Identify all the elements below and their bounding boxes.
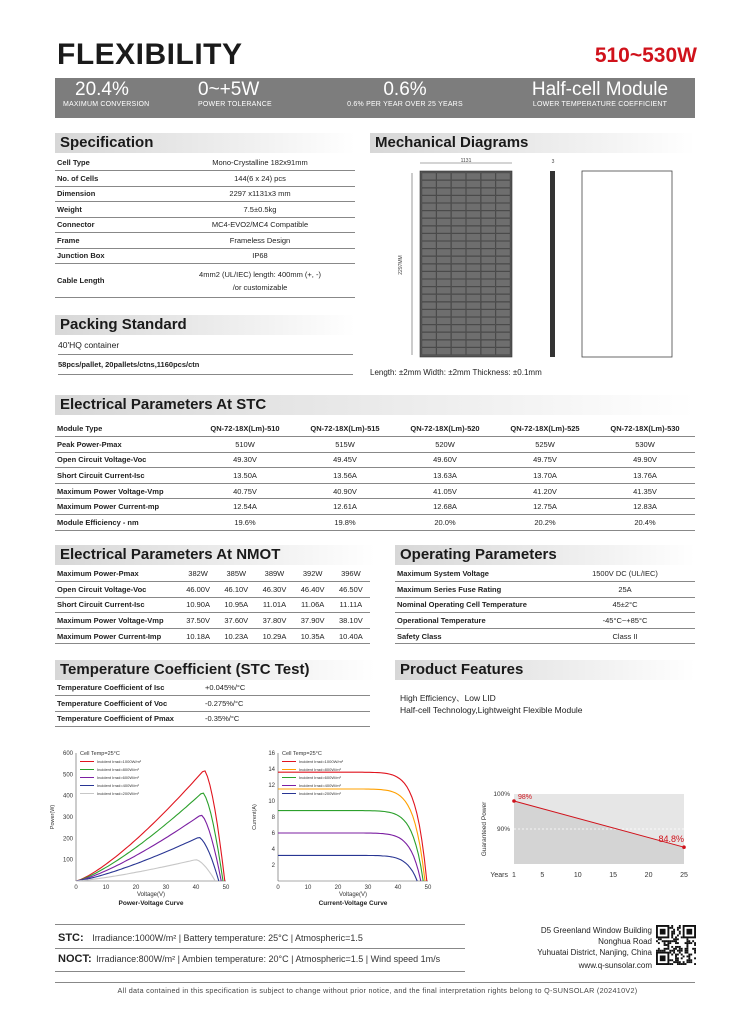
x-tick-label: 30	[364, 885, 372, 891]
table-row: No. of Cells 144(6 x 24) pcs	[55, 171, 355, 187]
y-tick-label: 300	[62, 815, 73, 821]
packing-container: 40'HQ container	[58, 340, 353, 355]
legend-label: Incident Irrad=400W/m²	[299, 783, 341, 788]
highlights-band	[55, 78, 695, 118]
x-tick-label: 20	[334, 885, 342, 891]
series-line	[278, 811, 423, 881]
table-row: Cable Length 4mm2 (UL/IEC) length: 400mm (+, -) /or customizable	[55, 264, 355, 298]
pv-curve-chart	[48, 745, 248, 915]
nmot-table	[55, 566, 370, 644]
legend-label: Incident Irrad=800W/m²	[97, 767, 139, 772]
x-tick-label: 20	[644, 872, 653, 879]
y-axis-label: Guaranteed Power	[481, 801, 488, 857]
table-row: Temperature Coefficient of Voc -0.275%/°C	[55, 696, 370, 712]
table-row: Peak Power-Pmax 510W 515W 520W 525W 530W	[55, 437, 695, 453]
table-row: Open Circuit Voltage-Voc 49.30V 49.45V 49.60V 49.75V 49.90V	[55, 452, 695, 468]
x-tick-label: 5	[540, 872, 545, 879]
x-tick-label: 30	[162, 885, 170, 891]
highlight-tolerance: 0~+5W POWER TOLERANCE	[198, 79, 272, 108]
nmot-heading: Electrical Parameters At NMOT	[55, 545, 375, 565]
table-row: Safety Class Class II	[395, 628, 695, 644]
data-point	[512, 799, 516, 803]
legend-label: Incident Irrad=200W/m²	[299, 791, 341, 796]
y-tick-label: 100%	[493, 791, 510, 798]
series-line	[278, 833, 421, 881]
chart-note: Cell Temp=25°C	[282, 751, 322, 757]
table-row: Short Circuit Current-Isc 10.90A 10.95A 11.01A 11.06A 11.11A	[55, 597, 370, 613]
y-tick-label: 400	[62, 793, 73, 800]
stc-heading: Electrical Parameters At STC	[55, 395, 695, 415]
website-link[interactable]: www.q-sunsolar.com	[578, 961, 652, 970]
page-title: FLEXIBILITY	[57, 38, 243, 71]
footer-divider	[55, 948, 465, 949]
chart-title: Power-Voltage Curve	[118, 900, 184, 907]
x-tick-label: 40	[394, 885, 402, 891]
temperature-heading: Temperature Coefficient (STC Test)	[55, 660, 375, 680]
table-row: Connector MC4-EVO2/MC4 Compatible	[55, 217, 355, 233]
operating-table	[395, 566, 695, 644]
legend-label: Incident Irrad=600W/m²	[299, 775, 341, 780]
table-row: Weight 7.5±0.5kg	[55, 202, 355, 218]
stc-table	[55, 421, 695, 531]
table-row: Maximum System Voltage 1500V DC (UL/IEC)	[395, 566, 695, 582]
specification-heading: Specification	[55, 133, 355, 153]
highlight-efficiency: 20.4% MAXIMUM CONVERSION	[63, 79, 150, 108]
x-tick-label: 25	[680, 872, 688, 879]
footer-divider	[55, 924, 465, 925]
y-tick-label: 2	[271, 863, 275, 869]
x-tick-label: 0	[276, 885, 280, 891]
x-axis-label: Voltage(V)	[338, 892, 368, 898]
y-axis-label: Current(A)	[252, 804, 258, 830]
x-tick-label: 50	[424, 885, 432, 891]
series-line	[76, 815, 221, 881]
svg-text:2297MM: 2297MM	[398, 255, 404, 275]
x-tick-label: 40	[192, 885, 200, 891]
legend-label: Incident Irrad=800W/m²	[299, 767, 341, 772]
company-address: D5 Greenland Window Building Nonghua Road Yuhuatai District, Nanjing, China www.q-sunsolar.com	[537, 926, 652, 970]
legend-label: Incident Irrad=600W/m²	[97, 775, 139, 780]
table-row: Nominal Operating Cell Temperature 45±2°C	[395, 597, 695, 613]
y-tick-label: 12	[268, 783, 275, 789]
x-axis-label: Years	[490, 872, 508, 879]
table-row: Maximum Series Fuse Rating 25A	[395, 582, 695, 598]
table-row: Temperature Coefficient of Isc +0.045%/°C	[55, 680, 370, 696]
x-tick-label: 10	[304, 885, 312, 891]
table-row: Maximum Power Current-Imp 10.18A 10.23A 10.29A 10.35A 10.40A	[55, 628, 370, 644]
table-row: Temperature Coefficient of Pmax -0.35%/°C	[55, 711, 370, 727]
table-row: Operational Temperature -45°C~+85°C	[395, 613, 695, 629]
highlight-halfcell: Half-cell Module LOWER TEMPERATURE COEFFICIENT	[531, 79, 669, 108]
y-axis-label: Power(W)	[50, 804, 56, 830]
footer-divider	[55, 982, 695, 983]
chart-title: Current-Voltage Curve	[318, 900, 388, 907]
features-text: High Efficiency、Low LID Half-cell Technology,Lightweight Flexible Module	[400, 693, 583, 715]
series-line	[76, 793, 223, 881]
table-row: Junction Box IP68	[55, 248, 355, 264]
y-tick-label: 200	[62, 836, 73, 843]
table-row: Maximum Power-Pmax 382W 385W 389W 392W 396W	[55, 566, 370, 582]
y-tick-label: 10	[268, 799, 275, 805]
operating-heading: Operating Parameters	[395, 545, 695, 565]
x-tick-label: 1	[512, 872, 516, 879]
legend-label: Incident Irrad=1000W/m²	[97, 759, 142, 764]
table-row: Module Efficiency - nm 19.6% 19.8% 20.0% 20.2% 20.4%	[55, 515, 695, 531]
noct-conditions: NOCT: Irradiance:800W/m² | Ambien temperature: 20°C | Atmospheric=1.5 | Wind speed 1m/s	[58, 953, 441, 965]
y-tick-label: 100	[62, 857, 73, 864]
warranty-chart	[470, 780, 700, 900]
y-tick-label: 6	[271, 831, 275, 837]
data-point	[682, 845, 686, 849]
x-tick-label: 15	[609, 872, 618, 879]
y-tick-label: 14	[268, 767, 275, 773]
svg-text:3: 3	[551, 159, 555, 165]
chart-note: Cell Temp=25°C	[80, 751, 120, 757]
x-tick-label: 0	[74, 885, 78, 891]
table-row: Short Circuit Current-Isc 13.50A 13.56A 13.63A 13.70A 13.76A	[55, 468, 695, 484]
stc-conditions: STC: Irradiance:1000W/m² | Battery temperature: 25°C | Atmospheric=1.5	[58, 932, 363, 944]
legend-label: Incident Irrad=200W/m²	[97, 791, 139, 796]
x-axis-label: Voltage(V)	[136, 892, 166, 898]
y-tick-label: 8	[271, 815, 275, 821]
table-row: Maximum Power Current-mp 12.54A 12.61A 12.68A 12.75A 12.83A	[55, 499, 695, 515]
disclaimer: All data contained in this specification is subject to change without prior notice, and the final interpretation rights belong to Q-SUNSOLAR (202410V2)	[117, 986, 638, 995]
x-tick-label: 20	[132, 885, 140, 891]
mechanical-heading: Mechanical Diagrams	[370, 133, 695, 153]
y-tick-label: 4	[271, 847, 275, 853]
x-tick-label: 10	[102, 885, 110, 891]
highlight-degradation: 0.6% 0.6% PER YEAR OVER 25 YEARS	[347, 79, 463, 108]
iv-curve-chart	[250, 745, 450, 915]
y-tick-label: 500	[62, 772, 73, 779]
packing-heading: Packing Standard	[55, 315, 355, 335]
temperature-table	[55, 680, 370, 727]
series-line	[278, 789, 425, 881]
legend-label: Incident Irrad=1000W/m²	[299, 759, 344, 764]
y-tick-label: 600	[62, 751, 73, 757]
table-row: Maximum Power Voltage-Vmp 40.75V 40.90V 41.05V 41.20V 41.35V	[55, 483, 695, 499]
table-row: Dimension 2297 x1131x3 mm	[55, 186, 355, 202]
mechanical-tolerance: Length: ±2mm Width: ±2mm Thickness: ±0.1mm	[370, 368, 542, 377]
specification-table	[55, 155, 355, 298]
table-row: Frame Frameless Design	[55, 233, 355, 249]
table-header-row: Module Type QN-72-18X(Lm)-510 QN-72-18X(Lm)-515 QN-72-18X(Lm)-520 QN-72-18X(Lm)-525 QN-72-18X(Lm)-530	[55, 421, 695, 437]
svg-text:1131: 1131	[460, 158, 472, 164]
power-range: 510~530W	[594, 44, 697, 67]
table-row: Maximum Power Voltage-Vmp 37.50V 37.60V 37.80V 37.90V 38.10V	[55, 613, 370, 629]
packing-details: 58pcs/pallet, 20pallets/ctns,1160pcs/ctn	[58, 360, 353, 375]
qr-code-icon	[656, 925, 696, 965]
features-heading: Product Features	[395, 660, 695, 680]
series-line	[278, 855, 417, 881]
legend-label: Incident Irrad=400W/m²	[97, 783, 139, 788]
table-row: Open Circuit Voltage-Voc 46.00V 46.10V 46.30V 46.40V 46.50V	[55, 582, 370, 598]
table-row: Cell Type Mono-Crystalline 182x91mm	[55, 155, 355, 171]
y-tick-label: 16	[268, 751, 275, 757]
data-label: 98%	[518, 794, 533, 801]
mechanical-diagram	[390, 155, 690, 367]
x-tick-label: 50	[222, 885, 230, 891]
data-label: 84.8%	[658, 834, 684, 845]
footer-divider	[55, 971, 465, 972]
x-tick-label: 10	[573, 872, 582, 879]
y-tick-label: 90%	[496, 826, 510, 833]
